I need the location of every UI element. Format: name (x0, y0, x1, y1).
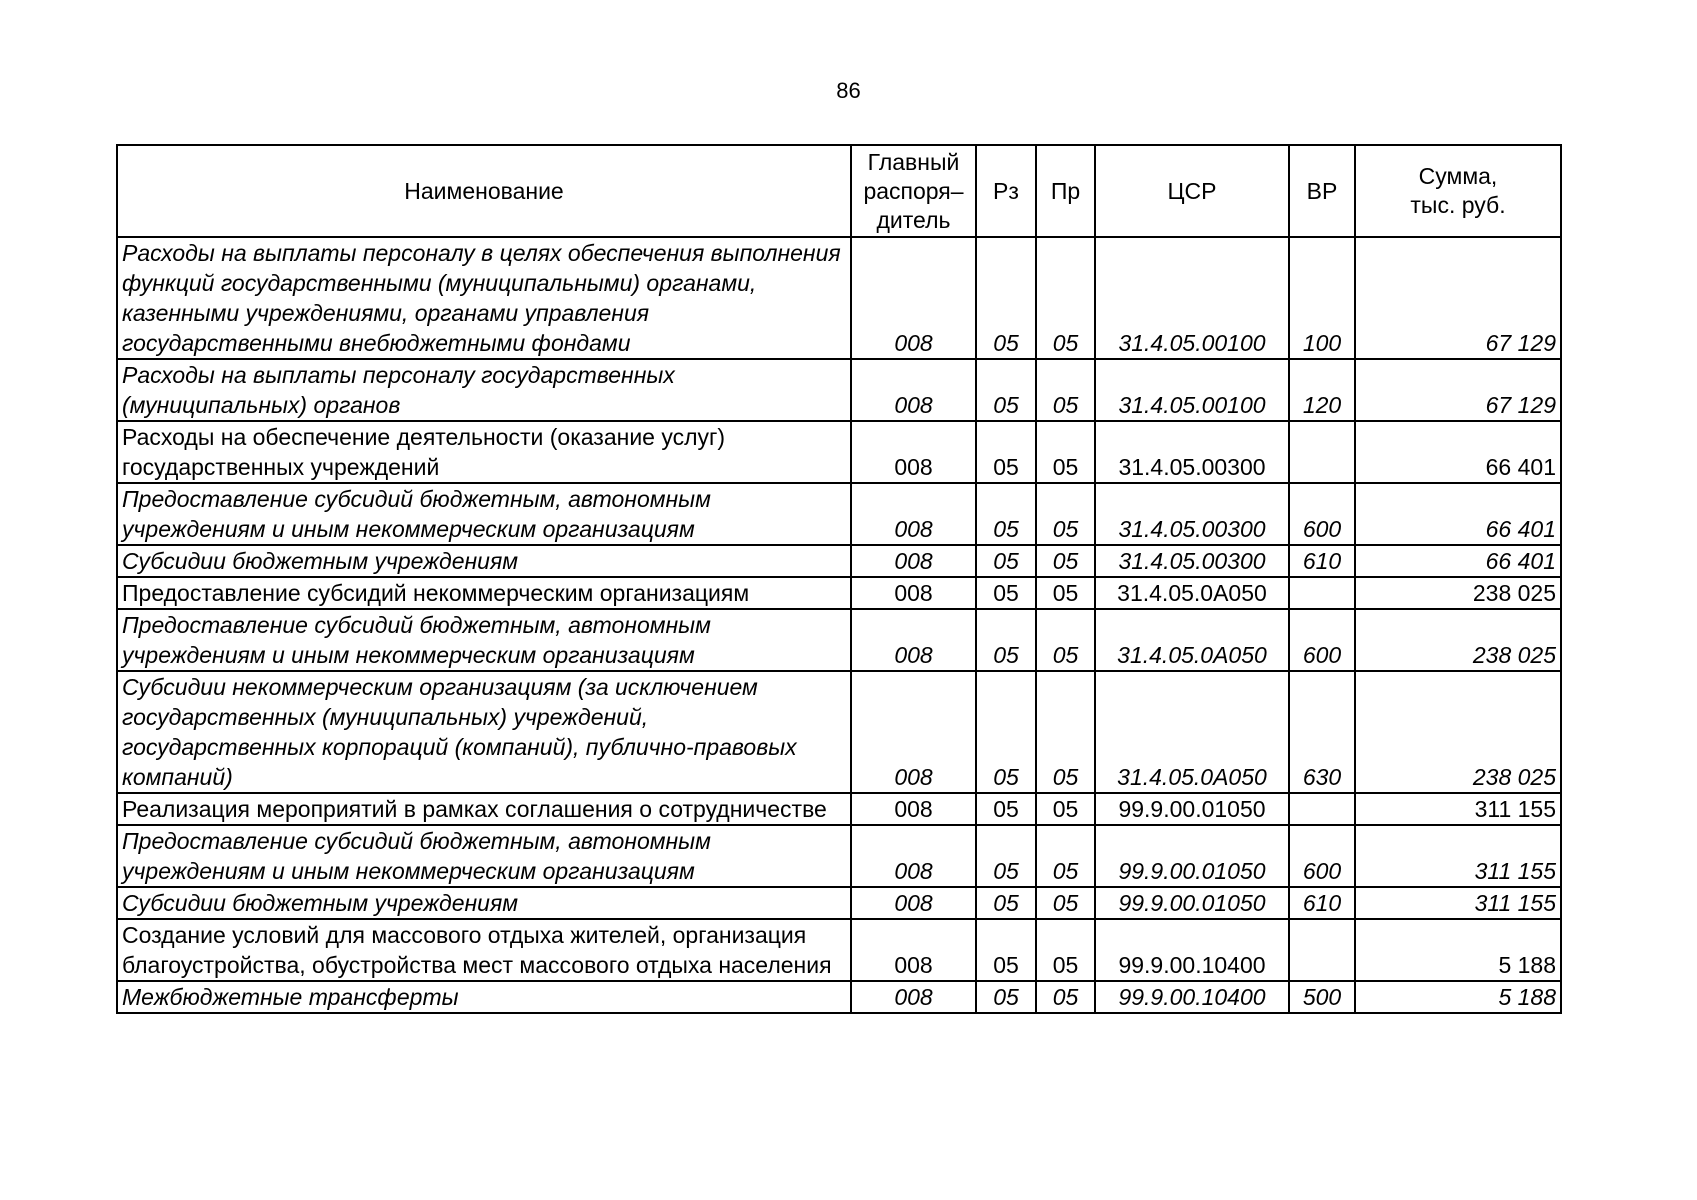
row-vr: 600 (1289, 825, 1355, 887)
table-row (117, 577, 1561, 609)
row-pr: 05 (1036, 609, 1095, 671)
table-row (117, 359, 1561, 421)
row-pr: 05 (1036, 825, 1095, 887)
header-row (117, 145, 1561, 237)
row-sum: 5 188 (1355, 981, 1561, 1013)
row-vr: 630 (1289, 671, 1355, 793)
page-number: 86 (836, 78, 861, 103)
row-vr (1289, 793, 1355, 825)
row-vr: 610 (1289, 887, 1355, 919)
row-rz: 05 (976, 671, 1036, 793)
table-row (117, 919, 1561, 981)
table-body (117, 237, 1561, 1013)
row-pr: 05 (1036, 919, 1095, 981)
row-name: Расходы на обеспечение деятельности (оказание услуг) государственных учреждений (117, 421, 851, 483)
header-glavny-line3: дитель (876, 206, 951, 233)
header-csr: ЦСР (1095, 145, 1289, 237)
row-pr: 05 (1036, 359, 1095, 421)
row-rz: 05 (976, 887, 1036, 919)
table-row (117, 825, 1561, 887)
row-rz: 05 (976, 545, 1036, 577)
row-csr: 31.4.05.00300 (1095, 483, 1289, 545)
row-rz: 05 (976, 825, 1036, 887)
row-name: Субсидии бюджетным учреждениям (117, 545, 851, 577)
header-glavny-rasporyaditel (851, 145, 976, 237)
budget-table (116, 144, 1562, 1014)
row-csr: 31.4.05.0А050 (1095, 609, 1289, 671)
row-sum: 66 401 (1355, 483, 1561, 545)
row-grbs: 008 (851, 793, 976, 825)
row-rz: 05 (976, 421, 1036, 483)
row-rz: 05 (976, 577, 1036, 609)
row-rz: 05 (976, 919, 1036, 981)
row-sum: 66 401 (1355, 545, 1561, 577)
row-pr: 05 (1036, 545, 1095, 577)
row-csr: 31.4.05.00300 (1095, 421, 1289, 483)
header-glavny-line1: Главный (867, 148, 960, 175)
row-name: Создание условий для массового отдыха жителей, организация благоустройства, обустройства мест массового отдыха населения (117, 919, 851, 981)
row-rz: 05 (976, 609, 1036, 671)
row-sum: 238 025 (1355, 577, 1561, 609)
row-rz: 05 (976, 359, 1036, 421)
row-name: Предоставление субсидий некоммерческим организациям (117, 577, 851, 609)
row-csr: 31.4.05.0А050 (1095, 671, 1289, 793)
row-csr: 31.4.05.00300 (1095, 545, 1289, 577)
row-grbs: 008 (851, 919, 976, 981)
header-sum (1355, 145, 1561, 237)
row-sum: 67 129 (1355, 359, 1561, 421)
row-grbs: 008 (851, 545, 976, 577)
row-pr: 05 (1036, 793, 1095, 825)
row-rz: 05 (976, 981, 1036, 1013)
row-name: Субсидии бюджетным учреждениям (117, 887, 851, 919)
row-csr: 99.9.00.10400 (1095, 981, 1289, 1013)
row-grbs: 008 (851, 359, 976, 421)
table-row (117, 609, 1561, 671)
row-grbs: 008 (851, 887, 976, 919)
row-sum: 66 401 (1355, 421, 1561, 483)
row-vr (1289, 577, 1355, 609)
row-rz: 05 (976, 237, 1036, 359)
row-pr: 05 (1036, 483, 1095, 545)
row-sum: 5 188 (1355, 919, 1561, 981)
row-csr: 99.9.00.10400 (1095, 919, 1289, 981)
table-row (117, 237, 1561, 359)
header-sum-line2: тыс. руб. (1410, 192, 1506, 218)
header-name: Наименование (117, 145, 851, 237)
table-row (117, 981, 1561, 1013)
row-grbs: 008 (851, 671, 976, 793)
table-row (117, 545, 1561, 577)
row-vr: 610 (1289, 545, 1355, 577)
row-grbs: 008 (851, 825, 976, 887)
header-pr: Пр (1036, 145, 1095, 237)
row-csr: 31.4.05.00100 (1095, 359, 1289, 421)
row-vr: 600 (1289, 609, 1355, 671)
row-name: Предоставление субсидий бюджетным, автономным учреждениям и иным некоммерческим организациям (117, 483, 851, 545)
row-sum: 311 155 (1355, 793, 1561, 825)
row-rz: 05 (976, 483, 1036, 545)
row-pr: 05 (1036, 981, 1095, 1013)
row-vr: 120 (1289, 359, 1355, 421)
row-sum: 67 129 (1355, 237, 1561, 359)
row-grbs: 008 (851, 237, 976, 359)
row-name: Предоставление субсидий бюджетным, автономным учреждениям и иным некоммерческим организациям (117, 609, 851, 671)
row-vr: 100 (1289, 237, 1355, 359)
header-rz: Рз (976, 145, 1036, 237)
row-csr: 31.4.05.00100 (1095, 237, 1289, 359)
row-grbs: 008 (851, 609, 976, 671)
row-pr: 05 (1036, 887, 1095, 919)
table-row (117, 887, 1561, 919)
row-csr: 99.9.00.01050 (1095, 887, 1289, 919)
row-pr: 05 (1036, 577, 1095, 609)
table-row (117, 483, 1561, 545)
row-vr: 600 (1289, 483, 1355, 545)
row-grbs: 008 (851, 483, 976, 545)
row-vr: 500 (1289, 981, 1355, 1013)
row-csr: 99.9.00.01050 (1095, 793, 1289, 825)
row-name: Предоставление субсидий бюджетным, автономным учреждениям и иным некоммерческим организациям (117, 825, 851, 887)
row-grbs: 008 (851, 421, 976, 483)
row-name: Реализация мероприятий в рамках соглашения о сотрудничестве (117, 793, 851, 825)
row-vr (1289, 919, 1355, 981)
row-name: Субсидии некоммерческим организациям (за исключением государственных (муниципальных) учреждений, государственных корпораций (компаний), публично-правовых компаний) (117, 671, 851, 793)
table-header (117, 145, 1561, 237)
row-grbs: 008 (851, 981, 976, 1013)
header-vr: ВР (1289, 145, 1355, 237)
row-csr: 99.9.00.01050 (1095, 825, 1289, 887)
row-rz: 05 (976, 793, 1036, 825)
row-sum: 238 025 (1355, 671, 1561, 793)
row-csr: 31.4.05.0А050 (1095, 577, 1289, 609)
row-vr (1289, 421, 1355, 483)
table-row (117, 671, 1561, 793)
row-sum: 311 155 (1355, 887, 1561, 919)
row-pr: 05 (1036, 671, 1095, 793)
row-name: Расходы на выплаты персоналу в целях обеспечения выполнения функций государственными (муниципальными) органами, казенными учреждениями, органами управления государственными внебюджетными фондами (117, 237, 851, 359)
header-glavny-line2: распоря– (863, 177, 964, 204)
row-sum: 238 025 (1355, 609, 1561, 671)
header-sum-line1: Сумма, (1418, 163, 1498, 189)
row-sum: 311 155 (1355, 825, 1561, 887)
row-pr: 05 (1036, 237, 1095, 359)
row-name: Расходы на выплаты персоналу государственных (муниципальных) органов (117, 359, 851, 421)
row-grbs: 008 (851, 577, 976, 609)
table-row (117, 421, 1561, 483)
row-pr: 05 (1036, 421, 1095, 483)
row-name: Межбюджетные трансферты (117, 981, 851, 1013)
table-row (117, 793, 1561, 825)
